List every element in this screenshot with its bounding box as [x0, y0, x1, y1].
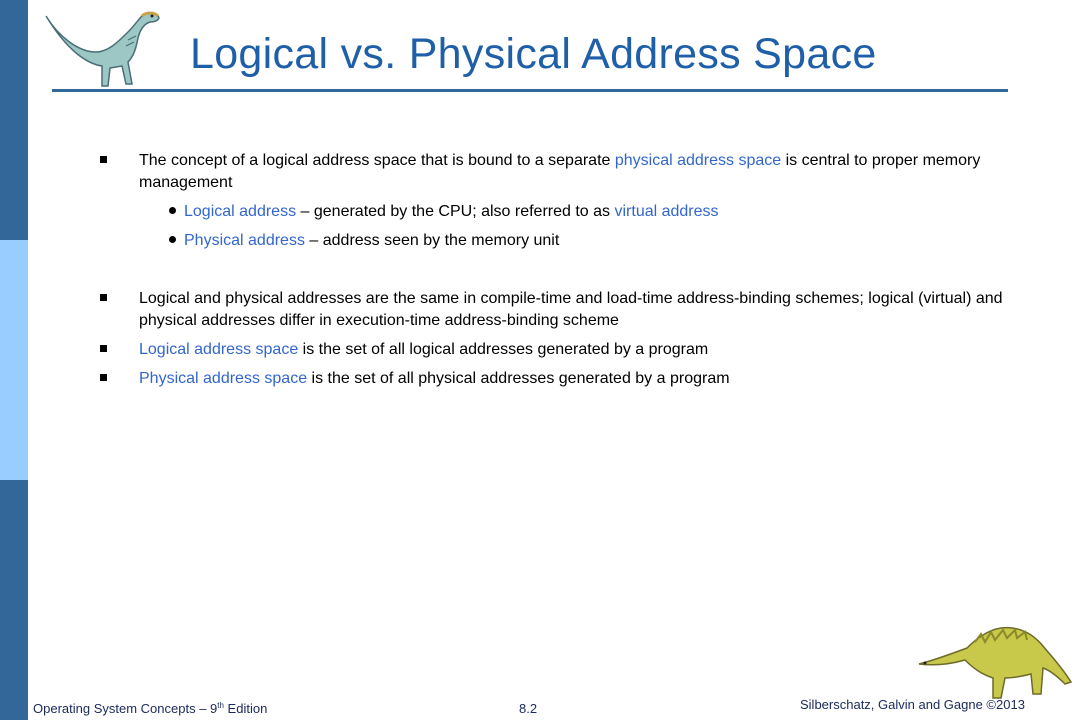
bullet-text	[184, 201, 1029, 223]
bullet-text-part: – generated by the CPU; also referred to as	[296, 203, 615, 220]
sub-bullet-item	[169, 201, 1029, 223]
bullet-item	[100, 368, 1020, 390]
bullet-text-part: is the set of all logical addresses generated by a program	[298, 341, 709, 358]
highlight-term: virtual address	[614, 203, 719, 220]
bullet-text	[184, 230, 1029, 252]
highlight-term: Logical address	[184, 203, 297, 220]
highlight-term: physical address space	[614, 152, 782, 169]
square-bullet-icon	[100, 374, 107, 381]
slide-title: Logical vs. Physical Address Space	[190, 30, 877, 78]
dinosaur-icon	[38, 6, 168, 90]
title-divider	[52, 89, 1008, 92]
left-stripe-bottom	[0, 480, 28, 720]
footer-copyright: Silberschatz, Galvin and Gagne ©2013	[800, 697, 1025, 712]
bullet-item	[100, 288, 1020, 332]
bullet-text-part: is the set of all physical addresses generated by a program	[307, 370, 730, 387]
bullet-text-part: – address seen by the memory unit	[304, 232, 560, 249]
bullet-text-part: The concept of a logical address space that is bound to a separate	[139, 152, 615, 169]
bullet-text	[139, 368, 1020, 390]
round-bullet-icon	[169, 207, 176, 214]
square-bullet-icon	[100, 294, 107, 301]
square-bullet-icon	[100, 156, 107, 163]
bullet-text	[139, 150, 1009, 194]
highlight-term: Physical address space	[139, 370, 308, 387]
bullet-text: Logical and physical addresses are the same in compile-time and load-time address-binding schemes; logical (virtual) and physical addresses differ in execution-time address-binding scheme	[139, 290, 1003, 329]
footer-text: Edition	[223, 701, 268, 716]
round-bullet-icon	[169, 236, 176, 243]
highlight-term: Logical address space	[139, 341, 299, 358]
footer-slide-number: 8.2	[519, 701, 538, 716]
footer-book-title	[33, 701, 267, 716]
bullet-item	[100, 150, 1020, 194]
bullet-item	[100, 339, 1020, 361]
square-bullet-icon	[100, 345, 107, 352]
left-stripe-top	[0, 0, 28, 240]
sub-bullet-item	[169, 230, 1029, 252]
footer-superscript: th	[217, 701, 224, 710]
footer-text: Operating System Concepts – 9	[33, 701, 218, 716]
dinosaur-icon	[915, 620, 1075, 702]
bullet-text	[139, 339, 1020, 361]
left-stripe-middle	[0, 240, 28, 480]
highlight-term: Physical address	[184, 232, 305, 249]
bullet-text-part: is central to proper memory management	[139, 152, 981, 191]
